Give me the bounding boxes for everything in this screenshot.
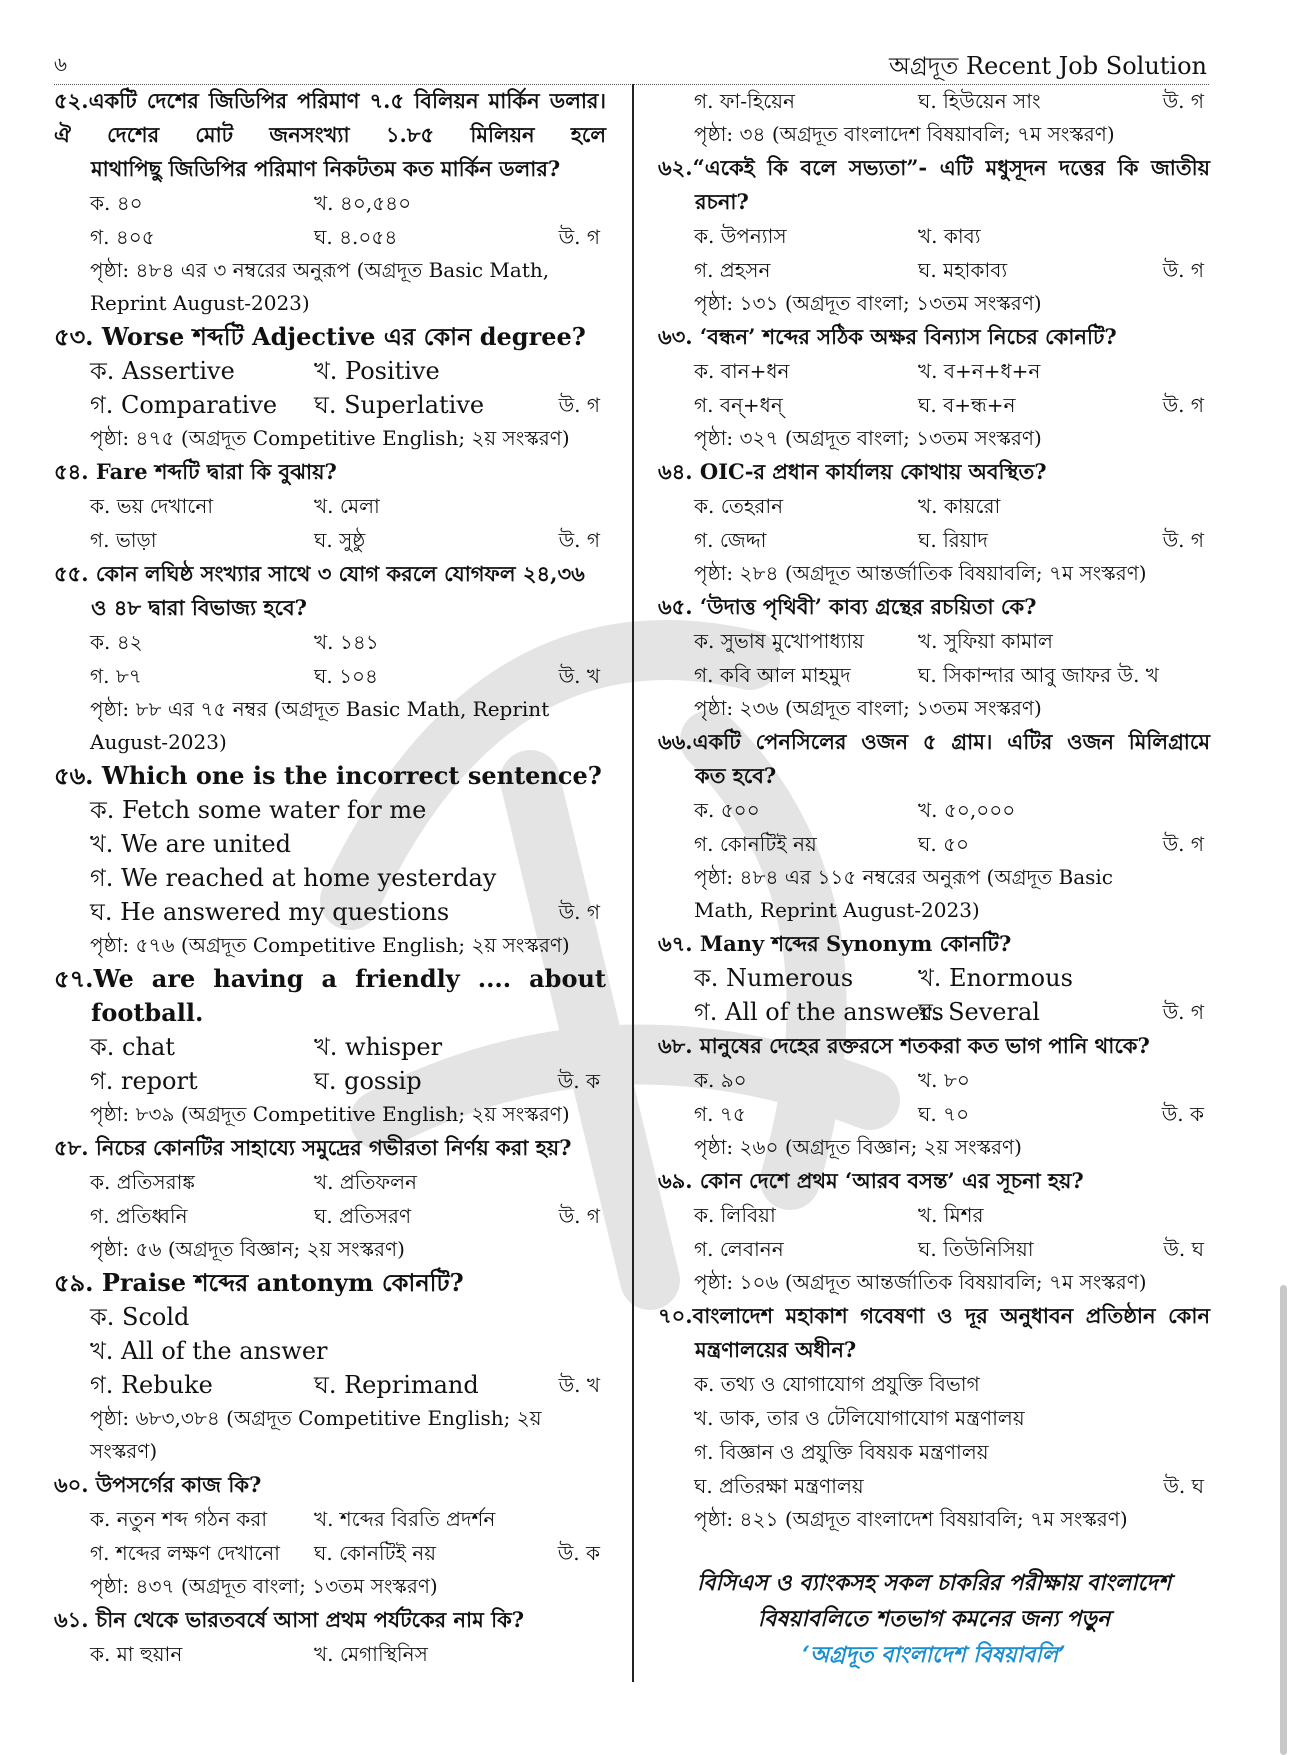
reference: পৃষ্ঠা: ৬৮৩,৩৮৪ (অগ্রদূত Competitive English; ২য় সংস্করণ) [90, 1406, 542, 1463]
promo-book-title: ‘অগ্রদূত বাংলাদেশ বিষয়াবলি’ [802, 1642, 1066, 1668]
column-divider [632, 84, 634, 1682]
option-kha: খ. Positive [314, 357, 440, 385]
option-ka: ক. সুভাষ মুখোপাধ্যায় [694, 629, 865, 653]
option-kha: খ. All of the answer [90, 1337, 328, 1365]
answer-label: উ. ক [557, 1069, 600, 1093]
answer-label: উ. ঘ [1163, 1474, 1204, 1498]
answer-label: উ. খ [558, 1373, 600, 1397]
question-57: ৫৭.We are having a friendly .... about football. [54, 964, 606, 1027]
answer-label: উ. গ [1162, 393, 1204, 417]
option-gha: ঘ. রিয়াদ [918, 528, 988, 552]
options-row [54, 186, 606, 220]
option-gha: ঘ. ৭০ [918, 1102, 970, 1126]
reference: পৃষ্ঠা: ৪৭৫ (অগ্রদূত Competitive English; ২য় সংস্করণ) [90, 426, 570, 450]
question-61: ৬১. চীন থেকে ভারতবর্ষে আসা প্রথম পর্যটকের নাম কি? [54, 1607, 525, 1632]
reference: পৃষ্ঠা: ১০৬ (অগ্রদূত আন্তর্জাতিক বিষয়াবলি; ৭ম সংস্করণ) [694, 1270, 1147, 1294]
option-gha: ঘ. কোনটিই নয় [314, 1541, 437, 1565]
option-ka: ক. নতুন শব্দ গঠন করা [90, 1507, 268, 1531]
options-row [54, 388, 606, 422]
option-ka: ক. Numerous [694, 964, 854, 992]
options-row [54, 489, 606, 523]
answer-label: উ. গ [558, 900, 600, 924]
options-row [658, 995, 1210, 1029]
question-64: ৬৪. OIC-র প্রধান কার্যালয় কোথায় অবস্থিত? [658, 459, 1047, 484]
option-ga: গ. জেদ্দা [694, 528, 767, 552]
question-54: ৫৪. Fare শব্দটি দ্বারা কি বুঝায়? [54, 459, 337, 484]
options-row [54, 895, 606, 929]
options-row [658, 1232, 1210, 1266]
promo-box [658, 1565, 1210, 1673]
option-ga: গ. All of the answers [694, 998, 944, 1026]
option-ga: গ. বন্+ধন্ [694, 393, 783, 417]
answer-label: উ. ক [1161, 1102, 1204, 1126]
option-ka: ক. ৯০ [694, 1068, 747, 1092]
running-title: অগ্রদূত Recent Job Solution [889, 52, 1207, 80]
options-row [54, 1165, 606, 1199]
options-row [658, 219, 1210, 253]
answer-label: উ. গ [1162, 528, 1204, 552]
option-kha: খ. কাব্য [918, 224, 981, 248]
scrollbar[interactable] [1280, 1285, 1287, 1755]
answer-label: উ. ঘ [1163, 1237, 1204, 1261]
option-gha: ঘ. প্রতিসরণ [314, 1204, 412, 1228]
option-gha: ঘ. ব+ন্ধ+ন [918, 393, 1016, 417]
options-row [658, 84, 1210, 118]
options-row [54, 1030, 606, 1064]
reference: পৃষ্ঠা: ৪২১ (অগ্রদূত বাংলাদেশ বিষয়াবলি; ৭ম সংস্করণ) [694, 1507, 1128, 1531]
option-ga: গ. লেবানন [694, 1237, 784, 1261]
promo-line-1: বিসিএস ও ব্যাংকসহ সকল চাকরির পরীক্ষায় বাংলাদেশ [697, 1570, 1171, 1596]
question-70: ৭০.বাংলাদেশ মহাকাশ গবেষণা ও দূর অনুধাবন প্রতিষ্ঠান কোন মন্ত্রণালয়ের অধীন? [658, 1303, 1210, 1362]
answer-label: উ. গ [558, 528, 600, 552]
options-row [658, 827, 1210, 861]
options-row [54, 1502, 606, 1536]
page-number: ৬ [54, 52, 68, 76]
answer-label: উ. গ [558, 393, 600, 417]
option-ga: গ. ভাড়া [90, 528, 157, 552]
option-gha: ঘ. ৪.০৫৪ [314, 225, 398, 249]
option-ka: ক. মা হুয়ান [90, 1642, 183, 1666]
option-ga: গ. ফা-হিয়েন [694, 89, 795, 113]
options-row [54, 220, 606, 254]
options-row [658, 961, 1210, 995]
question-68: ৬৮. মানুষের দেহের রক্তরসে শতকরা কত ভাগ পানি থাকে? [658, 1033, 1150, 1058]
option-ka: ক. Fetch some water for me [90, 796, 427, 824]
option-gha: ঘ. ৫০ [918, 832, 970, 856]
question-58: ৫৮. নিচের কোনটির সাহায্যে সমুদ্রের গভীরতা নির্ণয় করা হয়? [54, 1135, 572, 1160]
question-60: ৬০. উপসর্গের কাজ কি? [54, 1472, 262, 1497]
reference: পৃষ্ঠা: ৪৮৪ এর ৩ নম্বরের অনুরূপ (অগ্রদূত Basic Math, Reprint August-2023) [90, 258, 550, 315]
option-ga: গ. ৪০৫ [90, 225, 155, 249]
options-row [658, 489, 1210, 523]
option-ka: ক. Assertive [90, 357, 235, 385]
option-kha: খ. মেলা [314, 494, 380, 518]
option-ka: ক. chat [90, 1033, 175, 1061]
options-row [658, 523, 1210, 557]
option-ka: ক. ৫০০ [694, 798, 760, 822]
option-kha: খ. We are united [90, 830, 291, 858]
options-row [658, 793, 1210, 827]
option-ka: ক. তথ্য ও যোগাযোগ প্রযুক্তি বিভাগ [694, 1372, 980, 1396]
option-ga: গ. We reached at home yesterday [90, 864, 497, 892]
options-row [658, 388, 1210, 422]
option-ga: গ. Comparative [90, 391, 278, 419]
reference: পৃষ্ঠা: ৩২৭ (অগ্রদূত বাংলা; ১৩তম সংস্করণ) [694, 426, 1042, 450]
reference: পৃষ্ঠা: ২৮৪ (অগ্রদূত আন্তর্জাতিক বিষয়াবলি; ৭ম সংস্করণ) [694, 561, 1147, 585]
reference: পৃষ্ঠা: ৫৬ (অগ্রদূত বিজ্ঞান; ২য় সংস্করণ) [90, 1237, 405, 1261]
options-row [658, 1097, 1210, 1131]
options-row [658, 354, 1210, 388]
options-row [658, 253, 1210, 287]
option-ka: ক. ভয় দেখানো [90, 494, 214, 518]
question-56: ৫৬. Which one is the incorrect sentence? [54, 761, 602, 790]
options-row [54, 1536, 606, 1570]
option-ga: গ. ৭৫ [694, 1102, 746, 1126]
option-gha: ঘ. Several [918, 998, 1040, 1026]
option-ka: ক. উপন্যাস [694, 224, 787, 248]
option-kha: খ. শব্দের বিরতি প্রদর্শন [314, 1507, 496, 1531]
option-ga: গ. প্রতিধ্বনি [90, 1204, 188, 1228]
option-gha-with-answer: ঘ. সিকান্দার আবু জাফর উ. খ [918, 663, 1159, 687]
option-ka: ক. বান+ধন [694, 359, 790, 383]
option-kha: খ. প্রতিফলন [314, 1170, 417, 1194]
option-gha: ঘ. Reprimand [314, 1371, 479, 1399]
question-65: ৬৫. ‘উদাত্ত পৃথিবী’ কাব্য গ্রন্থের রচয়িতা কে? [658, 594, 1037, 619]
answer-label: উ. গ [1162, 832, 1204, 856]
options-row [658, 1063, 1210, 1097]
option-ga: গ. ৮৭ [90, 664, 142, 688]
answer-label: উ. গ [1162, 89, 1204, 113]
answer-label: উ. গ [1162, 258, 1204, 282]
right-column [658, 84, 1210, 1536]
option-ka: ক. প্রতিসরাঙ্ক [90, 1170, 195, 1194]
options-row [54, 354, 606, 388]
options-row [54, 1199, 606, 1233]
option-ka: ক. ৪২ [90, 630, 143, 654]
option-kha: খ. Enormous [918, 964, 1073, 992]
option-kha: খ. ১৪১ [314, 630, 379, 654]
question-62: ৬২.“একেই কি বলে সভ্যতা”- এটি মধুসূদন দত্তের কি জাতীয় রচনা? [658, 155, 1210, 214]
options-row [658, 658, 1210, 692]
option-ga: গ. কোনটিই নয় [694, 832, 817, 856]
option-gha: ঘ. তিউনিসিয়া [918, 1237, 1034, 1261]
option-kha: খ. ৮০ [918, 1068, 970, 1092]
answer-label: উ. গ [558, 1204, 600, 1228]
options-row [54, 1064, 606, 1098]
answer-label: উ. ক [557, 1541, 600, 1565]
answer-label: উ. গ [558, 225, 600, 249]
option-ka: ক. লিবিয়া [694, 1203, 776, 1227]
option-gha: ঘ. প্রতিরক্ষা মন্ত্রণালয় [694, 1474, 864, 1498]
option-kha: খ. ৫০,০০০ [918, 798, 1016, 822]
reference: পৃষ্ঠা: ৪৮৪ এর ১১৫ নম্বরের অনুরূপ (অগ্রদূত Basic Math, Reprint August-2023) [694, 865, 1113, 922]
answer-label: উ. গ [1162, 1000, 1204, 1024]
option-ga: গ. প্রহসন [694, 258, 771, 282]
option-kha: খ. কায়রো [918, 494, 1001, 518]
options-row [54, 625, 606, 659]
answer-label: উ. খ [558, 664, 600, 688]
option-gha: ঘ. সুষ্ঠু [314, 528, 366, 552]
question-66: ৬৬.একটি পেনসিলের ওজন ৫ গ্রাম। এটির ওজন মিলিগ্রামে কত হবে? [658, 729, 1210, 788]
question-67: ৬৭. Many শব্দের Synonym কোনটি? [658, 931, 1012, 956]
left-column [54, 84, 606, 1671]
option-ga: গ. Rebuke [90, 1371, 213, 1399]
options-row [54, 1368, 606, 1402]
reference: পৃষ্ঠা: ২৬০ (অগ্রদূত বিজ্ঞান; ২য় সংস্করণ) [694, 1135, 1022, 1159]
option-gha: ঘ. হিউয়েন সাং [918, 89, 1041, 113]
reference: পৃষ্ঠা: ৪৩৭ (অগ্রদূত বাংলা; ১৩তম সংস্করণ) [90, 1574, 438, 1598]
option-gha: ঘ. মহাকাব্য [918, 258, 1008, 282]
reference: পৃষ্ঠা: ৮৮ এর ৭৫ নম্বর (অগ্রদূত Basic Math, Reprint August-2023) [90, 697, 550, 754]
reference: পৃষ্ঠা: ৫৭৬ (অগ্রদূত Competitive English; ২য় সংস্করণ) [90, 933, 570, 957]
reference: পৃষ্ঠা: ৮৩৯ (অগ্রদূত Competitive English; ২য় সংস্করণ) [90, 1102, 570, 1126]
option-gha: ঘ. ১০৪ [314, 664, 379, 688]
options-row [658, 624, 1210, 658]
reference: পৃষ্ঠা: ৩৪ (অগ্রদূত বাংলাদেশ বিষয়াবলি; ৭ম সংস্করণ) [694, 122, 1115, 146]
option-ka: ক. Scold [90, 1303, 190, 1331]
option-ga: গ. শব্দের লক্ষণ দেখানো [90, 1541, 280, 1565]
question-63: ৬৩. ‘বন্ধন’ শব্দের সঠিক অক্ষর বিন্যাস নিচের কোনটি? [658, 324, 1117, 349]
option-kha: খ. ৪০,৫৪০ [314, 191, 412, 215]
option-kha: খ. মিশর [918, 1203, 984, 1227]
reference: পৃষ্ঠা: ১৩১ (অগ্রদূত বাংলা; ১৩তম সংস্করণ) [694, 291, 1042, 315]
option-ga: গ. কবি আল মাহমুদ [694, 663, 851, 687]
question-59: ৫৯. Praise শব্দের antonym কোনটি? [54, 1268, 464, 1297]
option-kha: খ. ব+ন+ধ+ন [918, 359, 1041, 383]
question-52: ৫২.একটি দেশের জিডিপির পরিমাণ ৭.৫ বিলিয়ন মার্কিন ডলার। ঐ দেশের মোট জনসংখ্যা ১.৮৫ মিলিয়ন হলে মাথাপিছু জিডিপির পরিমাণ নিকটতম কত মার্কিন ডলার? [54, 88, 606, 181]
option-ga: গ. বিজ্ঞান ও প্রযুক্তি বিষয়ক মন্ত্রণালয় [694, 1440, 989, 1464]
question-53: ৫৩. Worse শব্দটি Adjective এর কোন degree? [54, 322, 586, 351]
option-gha: ঘ. Superlative [314, 391, 485, 419]
option-gha: ঘ. gossip [314, 1067, 422, 1095]
option-kha: খ. সুফিয়া কামাল [918, 629, 1053, 653]
option-kha: খ. whisper [314, 1033, 443, 1061]
options-row [658, 1198, 1210, 1232]
reference: পৃষ্ঠা: ২৩৬ (অগ্রদূত বাংলা; ১৩তম সংস্করণ) [694, 696, 1042, 720]
option-ka: ক. ৪০ [90, 191, 143, 215]
option-kha: খ. ডাক, তার ও টেলিযোগাযোগ মন্ত্রণালয় [694, 1406, 1025, 1430]
options-row [658, 1469, 1210, 1503]
option-ka: ক. তেহরান [694, 494, 784, 518]
options-row [54, 1637, 606, 1671]
option-ga: গ. report [90, 1067, 198, 1095]
promo-line-2: বিষয়াবলিতে শতভাগ কমনের জন্য পড়ুন [757, 1606, 1111, 1632]
question-55: ৫৫. কোন লঘিষ্ঠ সংখ্যার সাথে ৩ যোগ করলে যোগফল ২৪,৩৬ ও ৪৮ দ্বারা বিভাজ্য হবে? [54, 561, 585, 620]
option-gha: ঘ. He answered my questions [90, 898, 450, 926]
options-row [54, 659, 606, 693]
question-69: ৬৯. কোন দেশে প্রথম ‘আরব বসন্ত’ এর সূচনা হয়? [658, 1168, 1084, 1193]
option-kha: খ. মেগাস্থিনিস [314, 1642, 428, 1666]
options-row [54, 523, 606, 557]
